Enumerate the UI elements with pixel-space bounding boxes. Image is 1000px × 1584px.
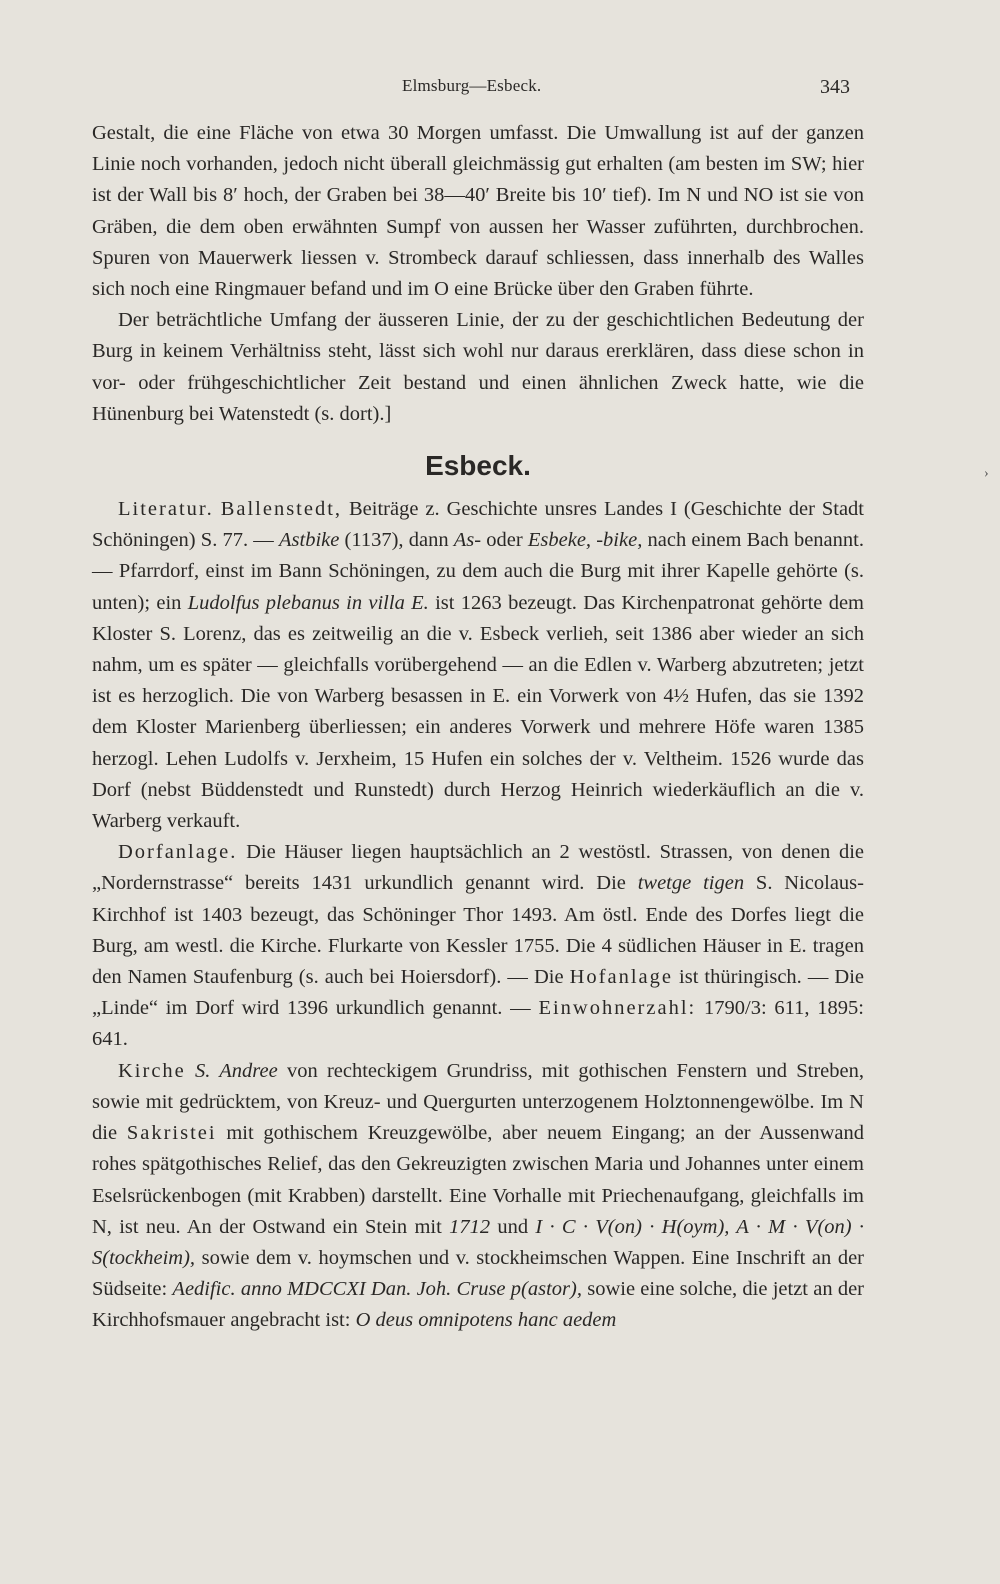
paragraph-kirche [92,1056,864,1337]
text-run: oder [481,529,528,552]
text-run: und [490,1215,536,1238]
text-run: mit gothischem Kreuzgewölbe, aber neuem Eingang; an der Aussenwand rohes spätgothisches Relief, das den Gekreuzigten zwischen Maria und Johannes unter einem Eselsrückenbogen (mit Krabben) darstellt. Eine Vorhalle mit Priechenaufgang, gleichfalls im N, ist neu. An der Ostwand ein Stein mit [92,1122,864,1238]
author-name: Ballenstedt, [220,498,343,521]
text-run: Die Häuser liegen hauptsächlich an 2 westöstl. Strassen, von denen die „Nordernstrasse“ bereits 1431 urkundlich genannt wird. Die [92,841,864,895]
page-number: 343 [820,76,850,98]
text-run: sowie dem v. hoymschen und v. stockheimschen Wappen. Eine Inschrift an der Südseite: [92,1246,864,1301]
text-run: von rechteckigem Grundriss, mit gothischen Fenstern und Streben, sowie mit gedrücktem, von Kreuz- und Quergurten unterzogenem Holztonnengewölbe. Im N die [92,1059,865,1145]
text-run: ist 1263 bezeugt. Das Kirchenpatronat gehörte dem Kloster S. Lorenz, das es zeitweilig an die v. Esbeck verlieh, seit 1386 aber wieder an sich nahm, um es später — gleichfalls vorübergehend — an die Edlen v. Warberg abzutreten; jetzt ist es herzoglich. Die von Warberg besassen in E. ein Vorwerk von 4½ Hufen, das sie 1392 dem Kloster Marienberg überliessen; ein anderes Vorwerk und mehrere Höfe waren 1385 herzogl. Lehen Ludolfs v. Jerxheim, 15 Hufen ein solches der v. Veltheim. 1526 wurde das Dorf (nebst Büddenstedt und Runstedt) durch Herzog Heinrich wiederkäuflich an die v. Warberg verkauft. [92,591,864,833]
text-run: S. Nicolaus-Kirchhof ist 1403 bezeugt, das Schöninger Thor 1493. Am östl. Ende des Dorfes liegt die Burg, am westl. die Kirche. Flurkarte von Kessler 1755. Die 4 südlichen Häuser in E. tragen den Namen Staufenburg (s. auch bei Hoiersdorf). — Die [92,872,864,989]
paragraph-lead: Dorfanlage. [118,841,238,864]
text-run: sowie eine solche, die jetzt an der Kirchhofsmauer angebracht ist: [92,1278,864,1332]
italic-run: Astbike [279,529,340,552]
spaced-run: Hofanlage [569,966,673,989]
italic-run: S. Andree [195,1059,278,1082]
paragraph-elmsburg-conclusion [92,305,864,430]
paragraph-lead: Kirche [118,1059,186,1082]
spaced-run: Einwohnerzahl: [538,997,697,1020]
italic-run: Ludolfus plebanus in villa E. [187,591,429,614]
italic-run: As- [453,529,482,552]
section-title: Esbeck. [425,450,531,482]
text-run: (1137), dann [339,529,454,552]
text-run: Gestalt, die eine Fläche von etwa 30 Morgen umfasst. Die Umwallung ist auf der ganzen Linie noch vorhanden, jedoch nicht überall gleichmässig gut erhalten (am besten im SW; hier ist der Wall bis 8′ hoch, der Graben bei 38—40′ Breite bis 10′ tief). Im N und NO ist sie von Gräben, die dem oben erwähnten Sumpf von aussen her Wasser zuführten, durchbrochen. Spuren von Mauerwerk liessen v. Strombeck darauf schliessen, dass innerhalb des Walles sich noch eine Ringmauer befand und im O eine Brücke über den Graben führte. [92,122,864,301]
margin-mark: › [984,466,989,481]
text-run: Beiträge z. Geschichte unsres Landes I (Geschichte der Stadt Schöningen) S. 77. — [92,498,865,552]
text-run: nach einem Bach benannt. — Pfarrdorf, einst im Bann Schöningen, zu dem auch die Burg mit ihrer Kapelle gehörte (s. unten); ein [92,529,864,614]
paragraph-elmsburg-continued [92,118,864,305]
italic-run: 1712 [449,1215,491,1238]
italic-run: Aedific. anno MDCCXI Dan. Joh. Cruse p(astor), [172,1278,582,1301]
italic-run: twetge tigen [637,872,745,895]
text-run: ist thüringisch. — Die „Linde“ im Dorf wird 1396 urkundlich genannt. — [92,966,864,1020]
spaced-run: Sakristei [126,1122,217,1145]
italic-run: O deus omnipotens hanc aedem [355,1309,617,1332]
italic-run: Esbeke, -bike, [527,529,643,552]
text-run: Der beträchtliche Umfang der äusseren Linie, der zu der geschichtlichen Bedeutung der Burg in keinem Verhältniss steht, lässt sich wohl nur daraus ererklären, dass diese schon in vor- oder frühgeschichtlicher Zeit bestand und einen ähnlichen Zweck hatte, wie die Hünenburg bei Watenstedt (s. dort).] [92,309,864,425]
paragraph-dorfanlage [92,837,864,1055]
running-title: Elmsburg—Esbeck. [402,76,542,95]
text-run: 1790/3: 611, 1895: 641. [92,997,864,1051]
italic-run: I · C · V(on) · H(oym), A · M · V(on) · S(tockheim), [92,1215,865,1269]
body-text [92,118,864,1337]
paragraph-lead: Literatur. [118,498,214,521]
paragraph-literatur [92,494,864,837]
